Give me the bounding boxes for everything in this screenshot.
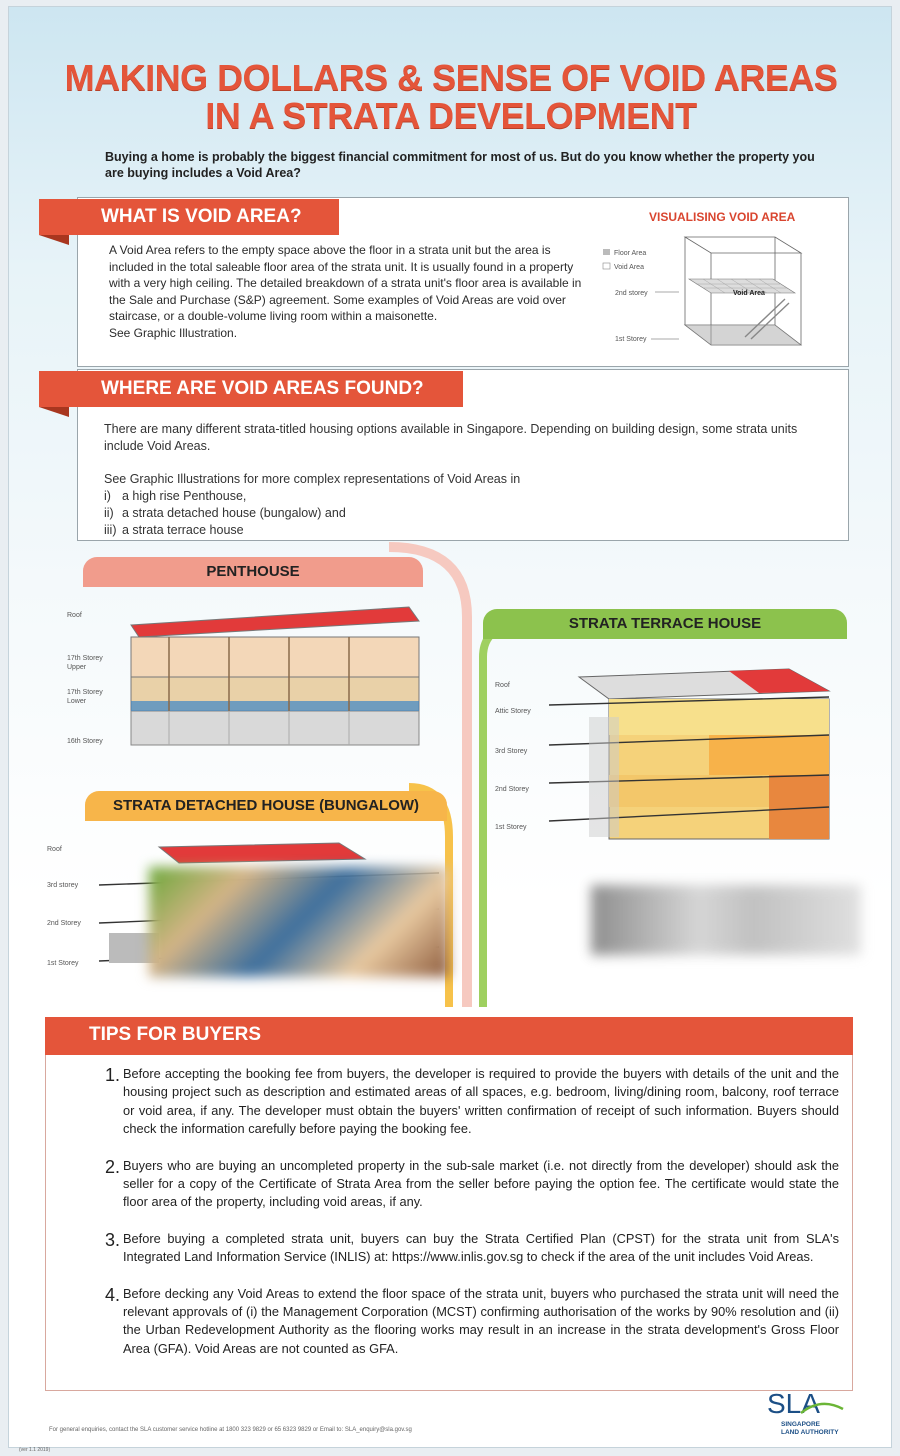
penthouse-upper-sub: Upper [67, 664, 87, 671]
tip-item: 4. Before decking any Void Areas to extend the floor space of the strata unit, buyers who purchased the strata unit will need the relevant approvals of (i) the Management Corporation (MCST) confirming authorisation of the works by 90% resolution and (ii) the Urban Redevelopment Authority as the flooring works may result in an increase in the strata development's Gross Floor Area (GFA). Void Areas are not counted as GFA. [105, 1284, 839, 1356]
terrace-3rd-label: 3rd Storey [495, 748, 528, 755]
visualising-title: VISUALISING VOID AREA [649, 210, 796, 224]
void-area-label: Void Area [733, 290, 765, 297]
tips-heading: TIPS FOR BUYERS [89, 1024, 262, 1045]
penthouse-lower-sub: Lower [67, 698, 87, 705]
tip-item: 3. Before buying a completed strata unit, buyers can buy the Strata Certified Plan (CPST) for the strata unit from SLA's Integrated Land Information Service (INLIS) at: https://www.inlis.gov.sg to check if the area of the unit includes Void Areas. [105, 1229, 839, 1265]
poster [8, 6, 892, 1453]
label-2nd-storey: 2nd storey [615, 290, 648, 297]
version-note: (ver 1.1 2019) [19, 1447, 51, 1453]
what-heading: WHAT IS VOID AREA? [101, 206, 302, 227]
terrace-label: STRATA TERRACE HOUSE [483, 609, 847, 639]
list-item: ii) a strata detached house (bungalow) and [104, 506, 346, 520]
terrace-illustration [489, 657, 849, 847]
ground-floor [685, 325, 801, 345]
penthouse-upper-label: 17th Storey [67, 655, 103, 662]
sla-logo [765, 1385, 845, 1419]
bungalow-label: STRATA DETACHED HOUSE (BUNGALOW) [85, 791, 447, 821]
sla-logo-text: SLA [767, 1388, 820, 1419]
tip-item: 1. Before accepting the booking fee from buyers, the developer is required to provide the buyers with details of the unit and the housing project such as description and estimated areas of all spaces, e.g. bedroom, living/dining room, balcony, roof terrace or void area, if any. The developer must obtain the buyers' written confirmation of receipt of such information. Buyers should check the information carefully before paying the booking fee. [105, 1065, 839, 1137]
tips-heading-banner [45, 1017, 853, 1055]
terrace-roof-label: Roof [495, 682, 510, 689]
what-heading-banner [39, 199, 339, 235]
title-line-1: MAKING DOLLARS & SENSE OF VOID AREAS [64, 57, 838, 98]
penthouse-label: PENTHOUSE [83, 557, 423, 587]
penthouse-illustration [59, 597, 419, 757]
label-1st-storey: 1st Storey [615, 336, 647, 343]
sla-logo-subtitle: SINGAPORE LAND AUTHORITY [781, 1421, 839, 1436]
page-title [29, 59, 873, 135]
list-item: iii) a strata terrace house [104, 523, 244, 537]
where-heading: WHERE ARE VOID AREAS FOUND? [101, 378, 424, 399]
banner-fold [39, 407, 69, 417]
legend-floor-label: Floor Area [614, 250, 647, 257]
blurred-region [591, 885, 861, 955]
legend-void-swatch [603, 263, 610, 269]
intro-text: Buying a home is probably the biggest financial commitment for most of us. But do you know whether the property you are buying includes a Void Area? [105, 150, 815, 180]
what-description: A Void Area refers to the empty space above the floor in a strata unit but the area is included in the total saleable floor area of the strata unit. It is usually found in a property with a very high ceiling. The detailed breakdown of a strata unit's floor area is available in the Sale and Purchase (S&P) agreement. Some examples of Void Areas are void over staircase, or a double-volume living room within a maisonette. [109, 243, 582, 323]
banner-fold [39, 235, 69, 245]
what-see-link-text: See Graphic Illustration. [109, 325, 238, 340]
terrace-attic-label: Attic Storey [495, 708, 531, 715]
bungalow-2nd-label: 2nd Storey [47, 920, 81, 927]
terrace-1st-label: 1st Storey [495, 824, 527, 831]
penthouse-lower-label: 17th Storey [67, 689, 103, 696]
where-paragraph-2: See Graphic Illustrations for more complex representations of Void Areas in [104, 472, 521, 486]
bungalow-roof-label: Roof [47, 846, 62, 853]
where-heading-banner [39, 371, 463, 407]
void-area-diagram [595, 229, 807, 357]
where-paragraph-1: There are many different strata-titled housing options available in Singapore. Depending on building design, some strata units include Void Areas. [104, 422, 798, 453]
what-text [109, 242, 589, 341]
bungalow-1st-label: 1st Storey [47, 960, 79, 967]
where-text [104, 421, 834, 539]
penthouse-16th-label: 16th Storey [67, 738, 103, 745]
penthouse-roof-label: Roof [67, 612, 82, 619]
where-list [104, 488, 834, 539]
terrace-2nd-label: 2nd Storey [495, 786, 529, 793]
tips-list [105, 1065, 839, 1376]
bungalow-3rd-label: 3rd storey [47, 882, 79, 889]
title-line-2: IN A STRATA DEVELOPMENT [205, 95, 697, 136]
tip-item: 2. Buyers who are buying an uncompleted property in the sub-sale market (i.e. not directly from the developer) should ask the seller for a copy of the Certificate of Strata Area from the seller before paying the option fee. The certificate would state the floor area of the property, including void areas, if any. [105, 1156, 839, 1210]
list-item: i) a high rise Penthouse, [104, 489, 247, 503]
footer-enquiries: For general enquiries, contact the SLA customer service hotline at 1800 323 9829 or 65 6323 9829 or Email to: SLA_enquiry@sla.gov.sg [49, 1427, 412, 1433]
legend-floor-swatch [603, 249, 610, 255]
blurred-bungalow-image [149, 867, 449, 977]
legend-void-label: Void Area [614, 264, 644, 271]
